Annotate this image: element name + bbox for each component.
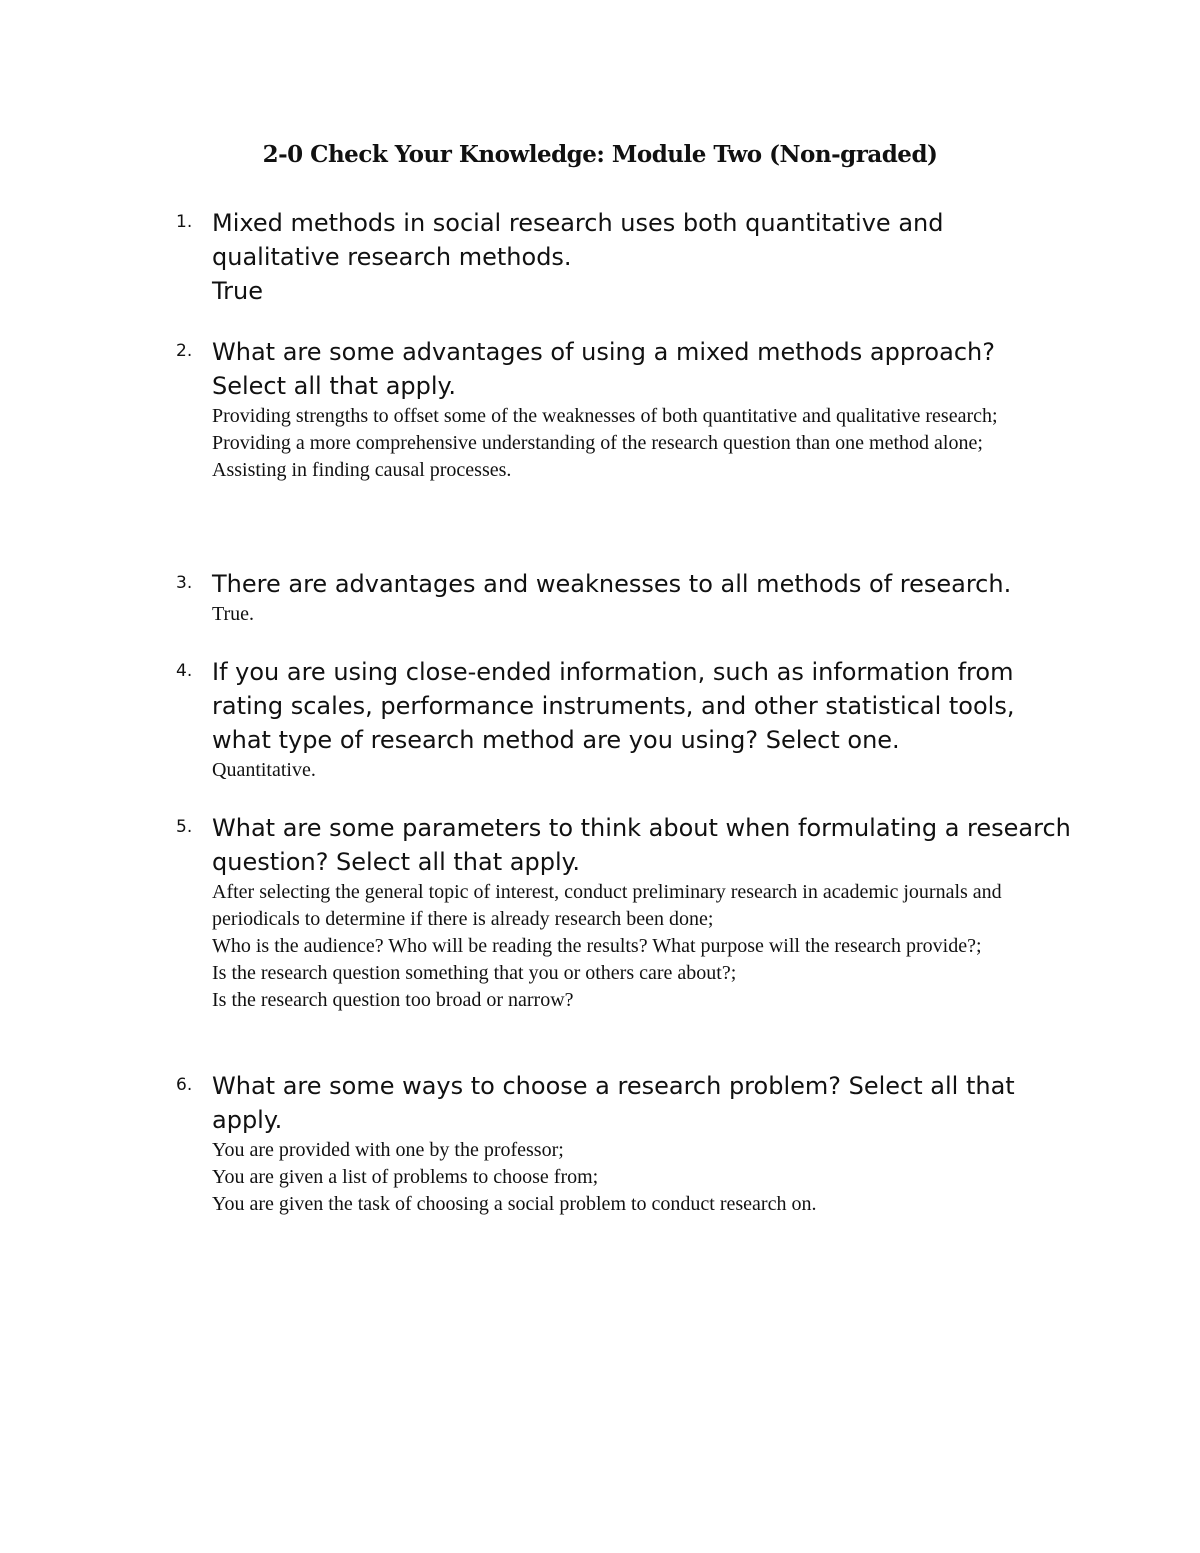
question-item-3 (176, 567, 1076, 628)
question-item-5 (176, 811, 1076, 1014)
question-text: There are advantages and weaknesses to all methods of research. (212, 570, 1012, 598)
document-title: 2-0 Check Your Knowledge: Module Two (Non-graded) (262, 141, 938, 168)
answer-list (212, 757, 1076, 784)
question-number: 6. (176, 1075, 193, 1095)
answer-list (212, 1137, 1076, 1218)
question-item-2 (176, 335, 1076, 484)
question-number: 3. (176, 573, 193, 593)
answer-text: After selecting the general topic of interest, conduct preliminary research in academic journals and periodicals to determine if there is already research been done; (212, 881, 1002, 930)
question-text: What are some advantages of using a mixed methods approach? Select all that apply. (212, 338, 995, 400)
question-item-1 (176, 206, 1076, 308)
question-text: Mixed methods in social research uses both quantitative and qualitative research methods. (212, 209, 944, 271)
answer-text: True (212, 277, 263, 305)
answer-list (212, 879, 1076, 1014)
answer-text: Providing a more comprehensive understanding of the research question than one method alone; (212, 432, 983, 454)
question-text: What are some parameters to think about when formulating a research question? Select all that apply. (212, 814, 1071, 876)
question-number: 5. (176, 817, 193, 837)
question-number: 1. (176, 212, 193, 232)
question-item-6 (176, 1069, 1076, 1218)
answer-text: You are given the task of choosing a social problem to conduct research on. (212, 1193, 817, 1215)
question-text: What are some ways to choose a research problem? Select all that apply. (212, 1072, 1015, 1134)
answer-text: Providing strengths to offset some of the weaknesses of both quantitative and qualitative research; (212, 405, 998, 427)
answer-list (212, 403, 1076, 484)
question-number: 2. (176, 341, 193, 361)
question-number: 4. (176, 661, 193, 681)
answer-text: Is the research question something that you or others care about?; (212, 962, 737, 984)
answer-list (212, 601, 1076, 628)
question-text: If you are using close-ended information, such as information from rating scales, performance instruments, and other statistical tools, what type of research method are you using? Select one. (212, 658, 1015, 754)
answer-text: You are given a list of problems to choose from; (212, 1166, 599, 1188)
question-item-4 (176, 655, 1076, 784)
answer-text: Is the research question too broad or narrow? (212, 989, 574, 1011)
answer-text: Assisting in finding causal processes. (212, 459, 512, 481)
answer-text: You are provided with one by the professor; (212, 1139, 564, 1161)
answer-text: Who is the audience? Who will be reading the results? What purpose will the research provide?; (212, 935, 982, 957)
answer-text: Quantitative. (212, 759, 316, 781)
answer-text: True. (212, 603, 255, 625)
